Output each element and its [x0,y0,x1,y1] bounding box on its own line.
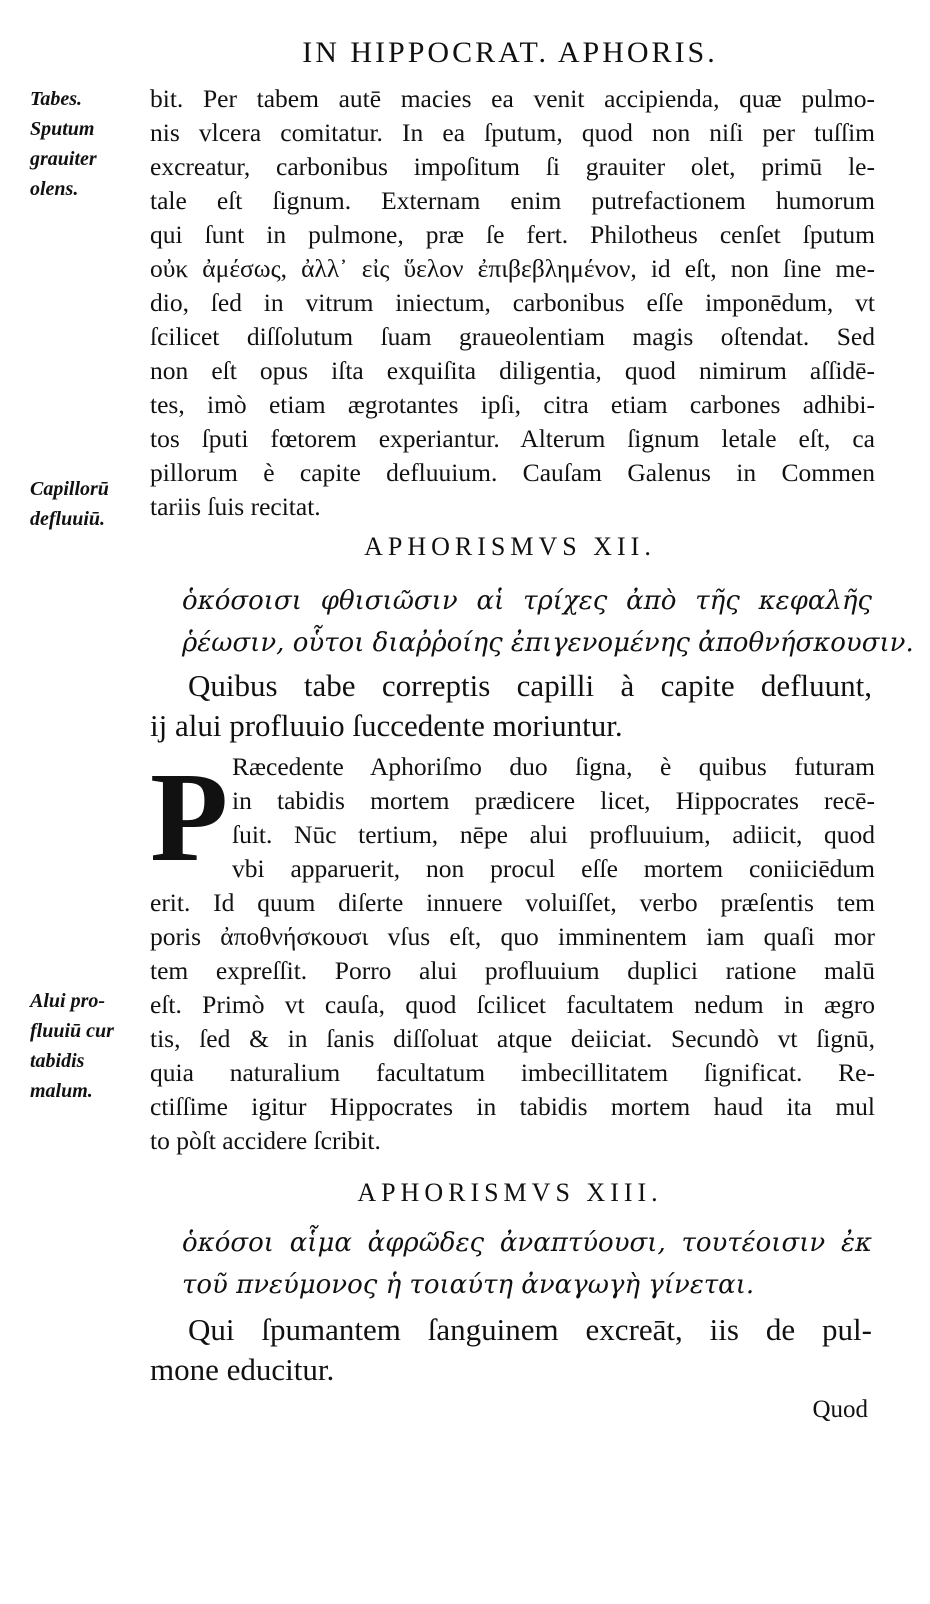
greek-line: ὁκόσοι αἷμα ἀφρῶδες ἀναπτύουσι, τουτέοισιν ἐκ [182,1228,872,1258]
text-line: poris ἀποθνήσκουσι vſus eſt, quo imminentem iam quaſi mor [150,922,875,951]
commentary-paragraph-1 [150,82,875,524]
text-line: ſcilicet diſſolutum ſuam graueolentiam magis oſtendat. Sed [150,322,875,351]
aphorism-12-heading: APHORISMVS XII. [364,532,656,561]
text-line: tem expreſſit. Porro alui profluuium duplici ratione malū [150,956,875,985]
text-line: excreatur, carbonibus impoſitum ſi grauiter olet, primū le- [150,152,875,181]
latin-aphorism-line: Quibus tabe correptis capilli à capite defluunt, [188,668,872,703]
aphorism-13-greek [182,1222,872,1306]
latin-aphorism-line: Qui ſpumantem ſanguinem excreāt, iis de pul- [188,1312,872,1347]
text-line: eſt. Primò vt cauſa, quod ſcilicet facultatem nedum in ægro [150,990,875,1019]
margin-note-line: Alui pro- [30,990,106,1012]
margin-note-line: Sputum [30,118,95,140]
text-line: οὐκ ἀμέσως, ἀλλ᾽ εἰς ὕελον ἐπιβεβλημένον, id eſt, non ſine me- [150,254,875,283]
latin-aphorism-line: ij alui profluuio ſuccedente moriuntur. [150,708,623,743]
text-line: tes, imò etiam ægrotantes ipſi, citra etiam carbones adhibi- [150,390,875,419]
aphorism-13-heading: APHORISMVS XIII. [357,1178,663,1207]
greek-line: τοῦ πνεύμονος ἡ τοιαύτη ἀναγωγὴ γίνεται. [182,1270,755,1300]
text-line: dio, ſed in vitrum iniectum, carbonibus eſſe imponēdum, vt [150,288,875,317]
text-line: vbi apparuerit, non procul eſſe mortem coniiciēdum [232,854,875,883]
running-head: IN HIPPOCRAT. APHORIS. [302,36,718,69]
text-line: tale eſt ſignum. Externam enim putrefactionem humorum [150,186,875,215]
greek-line: ὁκόσοισι φθισιῶσιν αἱ τρίχες ἀπὸ τῆς κεφαλῆς [182,586,872,616]
margin-note-tabes [30,84,142,204]
margin-note-capillorum [30,474,142,534]
margin-note-line: Capillorū [30,478,109,500]
text-line: erit. Id quum diſerte innuere voluiſſet, verbo præſentis tem [150,888,875,917]
text-line: bit. Per tabem autē macies ea venit accipienda, quæ pulmo- [150,84,875,113]
text-line: ctiſſime igitur Hippocrates in tabidis mortem haud ita mul [150,1092,875,1121]
margin-note-line: Tabes. [30,88,83,110]
margin-note-line: olens. [30,178,79,200]
margin-note-line: grauiter [30,148,97,170]
text-line: tariis ſuis recitat. [150,492,321,521]
text-line: ſuit. Nūc tertium, nēpe alui profluuium, adiicit, quod [232,820,875,849]
drop-cap: P [150,746,229,888]
greek-line: ῥέωσιν, οὗτοι διαῤῥοίης ἐπιγενομένης ἀποθνήσκουσιν. [182,628,914,658]
margin-note-alui-profluuium [30,986,142,1106]
text-line: quia naturalium facultatum imbecillitatem ſignificat. Re- [150,1058,875,1087]
margin-note-line: tabidis [30,1050,85,1072]
text-line: nis vlcera comitatur. In ea ſputum, quod non niſi per tuſſim [150,118,875,147]
margin-note-line: defluuiū. [30,508,106,530]
margin-note-line: fluuiū cur [30,1020,114,1042]
text-line: tos ſputi fœtorem experiantur. Alterum ſignum letale eſt, ca [150,424,875,453]
margin-note-line: malum. [30,1080,93,1102]
text-line: qui ſunt in pulmone, præ ſe fert. Philotheus cenſet ſputum [150,220,875,249]
latin-aphorism-line: mone educitur. [150,1352,335,1387]
aphorism-12-latin [150,666,872,746]
text-line: to pòſt accidere ſcribit. [150,1126,381,1155]
commentary-paragraph-2 [150,746,875,1158]
aphorism-12-greek [182,580,914,664]
text-line: pillorum è capite defluuium. Cauſam Galenus in Commen [150,458,875,487]
aphorism-13-latin [150,1310,872,1390]
text-line: tis, ſed & in ſanis diſſoluat atque deiiciat. Secundò vt ſignū, [150,1024,875,1053]
text-line: non eſt opus iſta exquiſita diligentia, quod nimirum aſſidē- [150,356,875,385]
text-line: in tabidis mortem prædicere licet, Hippocrates recē- [232,786,875,815]
text-line: Ræcedente Aphoriſmo duo ſigna, è quibus futuram [232,752,875,781]
catchword: Quod [812,1396,868,1423]
